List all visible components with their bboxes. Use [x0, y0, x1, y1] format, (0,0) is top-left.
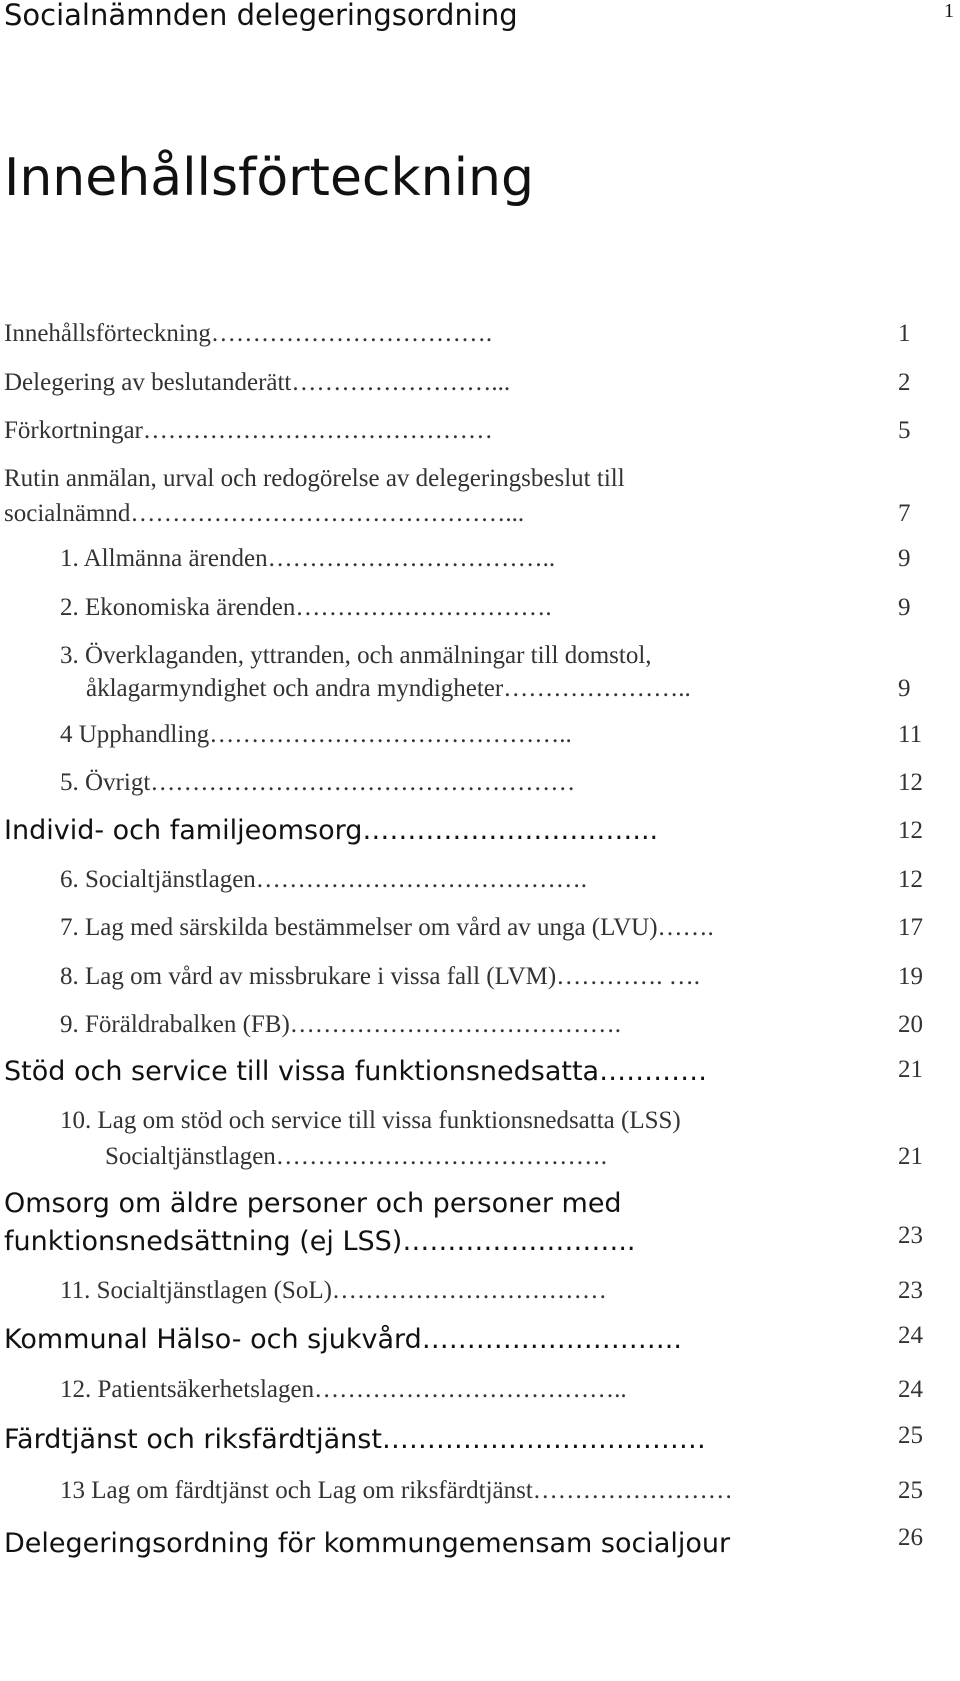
toc-entry-text[interactable]: 2. Ekonomiska ärenden………………………….: [60, 594, 552, 621]
toc-entry-page: 20: [898, 1011, 923, 1038]
toc-entry-page: 11: [898, 721, 923, 748]
toc-entry-page: 9: [898, 594, 911, 621]
toc-section-heading-cont[interactable]: funktionsnedsättning (ej LSS)……………………..: [4, 1226, 636, 1257]
toc-entry-page: 23: [898, 1277, 923, 1304]
toc-entry-text[interactable]: 11. Socialtjänstlagen (SoL)……………………………: [60, 1277, 607, 1304]
header-page-number: 1: [944, 0, 954, 22]
toc-entry-text[interactable]: Rutin anmälan, urval och redogörelse av delegeringsbeslut till: [4, 465, 625, 492]
toc-entry-page: 12: [898, 866, 923, 893]
toc-entry-text[interactable]: Delegering av beslutanderätt……………………...: [4, 369, 511, 396]
toc-section-heading[interactable]: Kommunal Hälso- och sjukvård………………………..: [4, 1324, 682, 1355]
toc-section-heading[interactable]: Delegeringsordning för kommungemensam socialjour: [4, 1528, 731, 1559]
toc-entry-text[interactable]: 8. Lag om vård av missbrukare i vissa fall (LVM)…………. ….: [60, 963, 700, 990]
toc-entry-text[interactable]: 4 Upphandling……………………………………..: [60, 721, 572, 748]
toc-entry-text-cont[interactable]: Socialtjänstlagen………………………………….: [105, 1143, 608, 1170]
toc-entry-page: 7: [898, 500, 911, 527]
toc-entry-text[interactable]: 9. Föräldrabalken (FB)………………………………….: [60, 1011, 622, 1038]
toc-section-heading[interactable]: Stöd och service till vissa funktionsnedsatta…………: [4, 1056, 708, 1087]
toc-section-heading[interactable]: Individ- och familjeomsorg…………………………...: [4, 815, 659, 846]
toc-entry-page: 5: [898, 417, 911, 444]
toc-entry-page: 12: [898, 817, 923, 844]
toc-entry-text[interactable]: 10. Lag om stöd och service till vissa funktionsnedsatta (LSS): [60, 1107, 681, 1134]
toc-entry-text[interactable]: 13 Lag om färdtjänst och Lag om riksfärdtjänst……………………: [60, 1477, 733, 1504]
toc-entry-text[interactable]: 3. Överklaganden, yttranden, och anmälningar till domstol,: [60, 642, 652, 669]
toc-entry-text[interactable]: 6. Socialtjänstlagen………………………………….: [60, 866, 588, 893]
toc-entry-text-cont[interactable]: socialnämnd………………………………………...: [4, 500, 525, 527]
toc-entry-page: 26: [898, 1524, 923, 1551]
toc-entry-page: 2: [898, 369, 911, 396]
toc-entry-page: 25: [898, 1477, 923, 1504]
toc-entry-page: 24: [898, 1322, 923, 1349]
toc-section-heading[interactable]: Omsorg om äldre personer och personer med: [4, 1188, 622, 1219]
toc-entry-text[interactable]: Förkortningar……………………………………: [4, 417, 493, 444]
header-title: Socialnämnden delegeringsordning: [4, 0, 518, 32]
toc-entry-text[interactable]: Innehållsförteckning…………………………….: [4, 320, 493, 347]
toc-entry-page: 1: [898, 320, 911, 347]
page-title: Innehållsförteckning: [4, 148, 535, 208]
toc-entry-text[interactable]: 12. Patientsäkerhetslagen………………………………..: [60, 1376, 627, 1403]
toc-entry-page: 21: [898, 1056, 923, 1083]
toc-entry-page: 9: [898, 675, 911, 702]
toc-entry-page: 23: [898, 1222, 923, 1249]
toc-entry-text-cont[interactable]: åklagarmyndighet och andra myndigheter…………………..: [86, 675, 691, 702]
toc-entry-text[interactable]: 7. Lag med särskilda bestämmelser om vård av unga (LVU)…….: [60, 914, 714, 941]
toc-entry-text[interactable]: 5. Övrigt……………………………………………: [60, 769, 576, 796]
toc-entry-page: 12: [898, 769, 923, 796]
toc-entry-page: 21: [898, 1143, 923, 1170]
toc-entry-page: 17: [898, 914, 923, 941]
toc-entry-page: 24: [898, 1376, 923, 1403]
toc-section-heading[interactable]: Färdtjänst och riksfärdtjänst………………………………: [4, 1424, 706, 1455]
toc-entry-page: 25: [898, 1422, 923, 1449]
toc-entry-text[interactable]: 1. Allmänna ärenden……………………………..: [60, 545, 556, 572]
toc-entry-page: 9: [898, 545, 911, 572]
toc-entry-page: 19: [898, 963, 923, 990]
